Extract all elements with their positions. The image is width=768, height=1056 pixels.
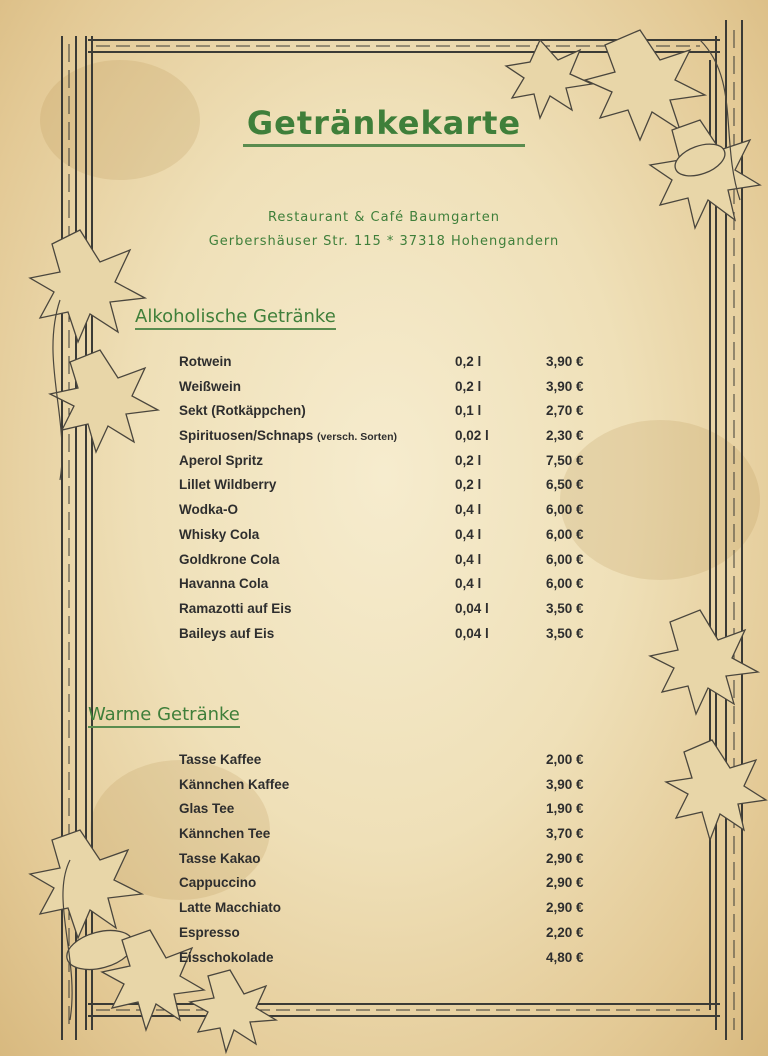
item-name: Wodka-O: [179, 502, 239, 518]
item-name: Kännchen Tee: [179, 826, 271, 842]
item-price: 2,90 €: [546, 875, 584, 891]
item-price: 2,00 €: [546, 752, 584, 767]
leaf-icon: [190, 970, 276, 1052]
list-item: [179, 849, 599, 874]
item-volume: 0,04 l: [455, 600, 489, 616]
item-name: Whisky Cola: [179, 526, 260, 542]
item-name: Eisschokolade: [179, 949, 274, 965]
item-price: 3,70 €: [546, 826, 584, 842]
item-name: Havanna Cola: [179, 576, 269, 592]
item-name: Tasse Kaffee: [179, 752, 262, 767]
list-item: [179, 624, 599, 649]
list-item: [179, 873, 599, 898]
item-price: 4,80 €: [546, 949, 584, 965]
item-price: 1,90 €: [546, 801, 584, 817]
item-price: 6,00 €: [546, 551, 584, 567]
item-name: Sekt (Rotkäppchen): [179, 403, 306, 419]
item-name: Espresso: [179, 924, 240, 940]
restaurant-address: Gerbershäuser Str. 115 * 37318 Hohengandern: [208, 234, 560, 249]
list-item: [179, 352, 599, 377]
item-volume: 0,4 l: [455, 551, 482, 567]
item-name: Rotwein: [179, 354, 232, 369]
leaf-icon: [666, 740, 766, 840]
item-name: Latte Macchiato: [179, 900, 282, 916]
page-title-text: Getränkekarte: [243, 104, 525, 147]
item-price: 2,20 €: [546, 924, 584, 940]
item-price: 6,50 €: [546, 477, 584, 493]
item-name: Weißwein: [179, 378, 242, 394]
list-item: [179, 500, 599, 525]
item-name: Glas Tee: [179, 801, 235, 817]
list-item: [179, 550, 599, 575]
list-item: [179, 898, 599, 923]
item-price: 3,90 €: [546, 378, 584, 394]
item-name: Baileys auf Eis: [179, 625, 275, 641]
list-item: [179, 799, 599, 824]
item-name: Ramazotti auf Eis: [179, 600, 292, 616]
item-price: 2,90 €: [546, 900, 584, 916]
list-item: [179, 401, 599, 426]
restaurant-name: Restaurant & Café Baumgarten: [267, 210, 500, 225]
warm-drinks-list: [179, 750, 599, 972]
item-price: 3,90 €: [546, 354, 584, 369]
item-volume: 0,4 l: [455, 576, 482, 592]
list-item: [179, 451, 599, 476]
item-price: 6,00 €: [546, 526, 584, 542]
section-title-text: Warme Getränke: [88, 704, 240, 728]
item-name: Lillet Wildberry: [179, 477, 277, 493]
item-volume: 0,02 l: [455, 428, 489, 444]
list-item: [179, 574, 599, 599]
item-volume: 0,04 l: [455, 625, 489, 641]
list-item: [179, 948, 599, 973]
list-item: [179, 824, 599, 849]
list-item: [179, 475, 599, 500]
item-price: 6,00 €: [546, 576, 584, 592]
item-volume: 0,2 l: [455, 477, 482, 493]
item-price: 6,00 €: [546, 502, 584, 518]
item-price: 2,70 €: [546, 403, 584, 419]
item-volume: 0,2 l: [455, 452, 482, 468]
item-name-text: Spirituosen/Schnaps: [179, 428, 314, 444]
leaf-icon: [50, 350, 158, 452]
list-item: [179, 775, 599, 800]
item-price: 3,50 €: [546, 600, 584, 616]
section-title-text: Alkoholische Getränke: [135, 306, 336, 330]
item-name: [179, 426, 397, 447]
list-item: [179, 923, 599, 948]
item-price: 3,50 €: [546, 625, 584, 641]
section-title-warm: [88, 704, 240, 725]
item-name: Kännchen Kaffee: [179, 776, 290, 792]
item-name: Tasse Kakao: [179, 850, 261, 866]
list-item: [179, 377, 599, 402]
section-title-alcoholic: [135, 306, 336, 327]
list-item: [179, 750, 599, 775]
item-volume: 0,1 l: [455, 403, 482, 419]
item-name: Cappuccino: [179, 875, 257, 891]
item-price: 3,90 €: [546, 776, 584, 792]
item-volume: 0,4 l: [455, 502, 482, 518]
item-price: 2,30 €: [546, 428, 584, 444]
alcoholic-drinks-list: [179, 352, 599, 648]
list-item: [179, 525, 599, 550]
item-name: Aperol Spritz: [179, 452, 264, 468]
page-title: [0, 104, 768, 142]
item-name: Goldkrone Cola: [179, 551, 280, 567]
item-volume: 0,4 l: [455, 526, 482, 542]
list-item: [179, 426, 599, 451]
item-volume: 0,2 l: [455, 378, 482, 394]
item-price: 7,50 €: [546, 452, 584, 468]
item-note: (versch. Sorten): [317, 431, 397, 444]
item-price: 2,90 €: [546, 850, 584, 866]
list-item: [179, 599, 599, 624]
item-volume: 0,2 l: [455, 354, 482, 369]
